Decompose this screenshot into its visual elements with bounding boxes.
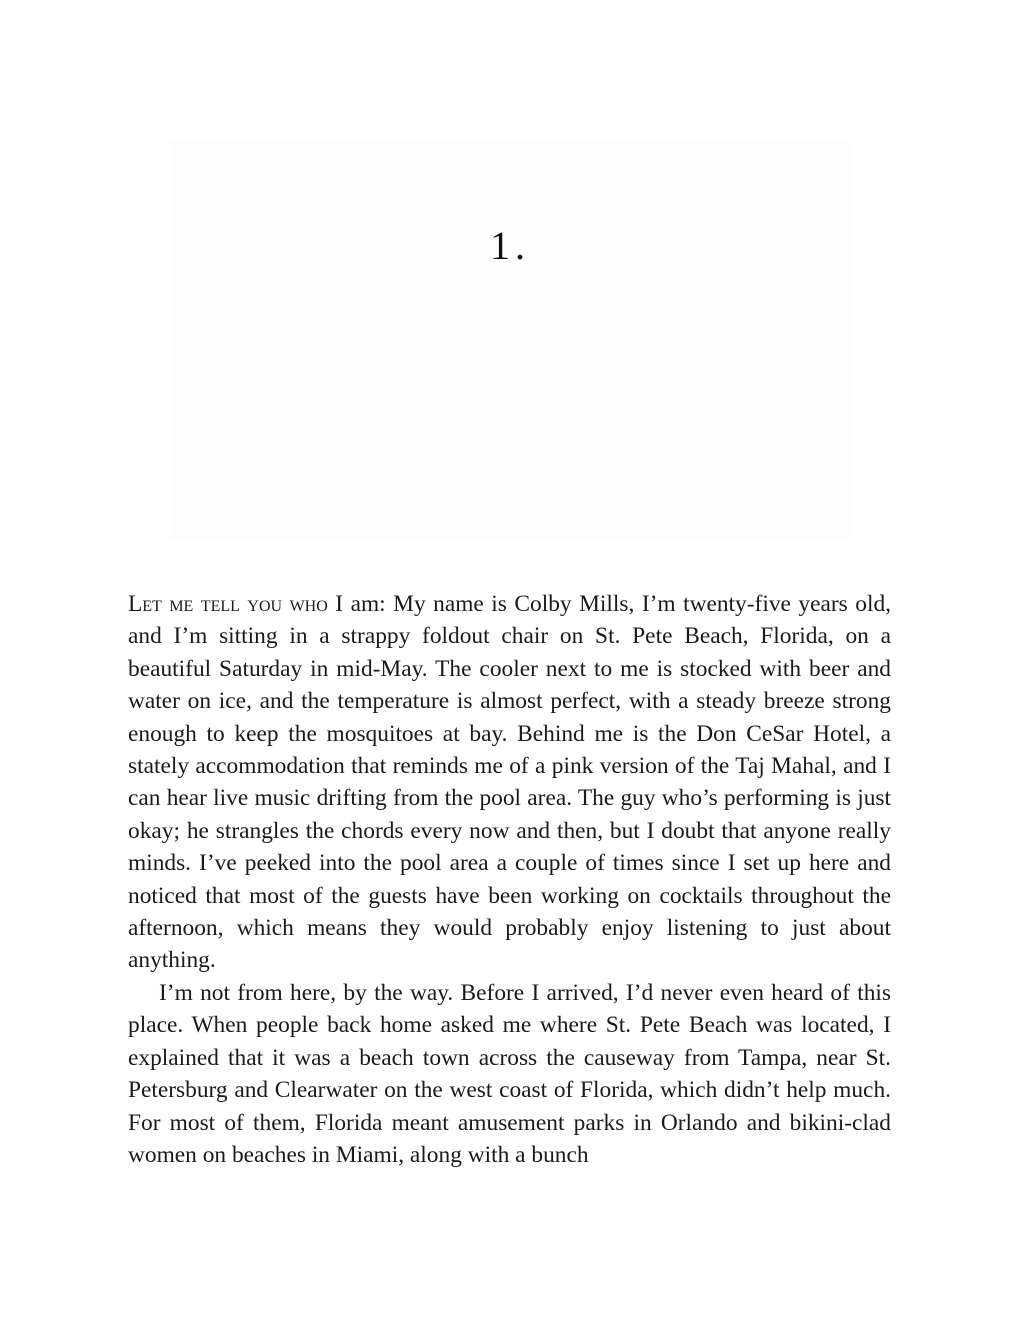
paragraph-2: I’m not from here, by the way. Before I arrived, I’d never even heard of this place. When people back home asked me where St. Pete Beach was located, I explained that it was a beach town across the causeway from Tampa, near St. Petersburg and Clearwater on the west coast of Florida, which didn’t help much. For most of them, Florida meant amusement parks in Orlando and bikini-clad women on beaches in Miami, along with a bunch [128,979,891,1168]
paragraph-lead-in: Let me tell you who [128,591,328,617]
paragraph-text: I am: My name is Colby Mills, I’m twenty-five years old, and I’m sitting in a strappy foldout chair on St. Pete Beach, Florida, on a beautiful Saturday in mid-May. The cooler next to me is stocked with beer and water on ice, and the temperature is almost perfect, with a steady breeze strong enough to keep the mosquitoes at bay. Behind me is the Don CeSar Hotel, a stately accommodation that reminds me of a pink version of the Taj Mahal, and I can hear live music drifting from the pool area. The guy who’s performing is just okay; he strangles the chords every now and then, but I doubt that anyone really minds. I’ve peeked into the pool area a couple of times since I set up here and noticed that most of the guests have been working on cocktails throughout the afternoon, which means they would probably enjoy listening to just about anything. [128,591,891,974]
chapter-opener [170,140,850,540]
chapter-number: 1. [490,223,530,268]
paragraph-1 [128,588,891,977]
body-text [128,588,891,1171]
